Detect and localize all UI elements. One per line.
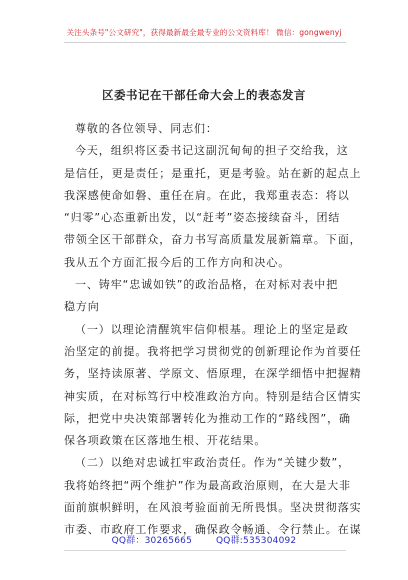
- footer-qq-primary: QQ群：30265665: [111, 536, 193, 546]
- body-line: 我深感使命如磐、重任在肩。在此，我郑重表态：将以: [64, 188, 350, 202]
- body-line: 今天，组织将区委书记这副沉甸甸的担子交给我，这: [75, 144, 349, 158]
- body-line: “归零”心态重新出发，以“赶考”姿态接续奋斗，团结: [64, 211, 341, 225]
- body-line: 面前旗帜鲜明，在风浪考验面前无所畏惧。坚决贯彻落实: [64, 501, 362, 515]
- body-line: （二）以绝对忠诚扛牢政治责任。作为“关键少数”，: [75, 456, 350, 470]
- header-notice: 关注头条号"公文研究"，获得最新最全最专业的公文资料库！ 微信：gongwenyj: [66, 28, 342, 37]
- body-line: 我将始终把“两个维护”作为最高政治原则，在大是大非: [64, 478, 351, 492]
- footer-qq-secondary: QQ群:535304092: [216, 536, 297, 546]
- header-divider: [64, 42, 346, 43]
- body-line: 神实质，在对标笃行中校准政治方向。特别是结合区情实: [64, 389, 362, 403]
- body-line: 是信任，更是责任；是重托，更是考验。站在新的起点上: [64, 166, 362, 180]
- body-line: 际，把党中央决策部署转化为推动工作的“路线图”，确: [64, 411, 351, 425]
- body-line: 务，坚持读原著、学原文、悟原理，在深学细悟中把握精: [64, 367, 362, 381]
- section-heading: 一、铸牢“忠诚如铁”的政治品格，在对标对表中把: [75, 278, 339, 292]
- body-line: 带领全区干部群众，奋力书写高质量发展新篇章。下面，: [64, 233, 362, 247]
- document-body: [64, 118, 362, 542]
- footer-contact: [0, 533, 408, 546]
- body-line: 保各项政策在区落地生根、开花结果。: [64, 434, 267, 448]
- body-line: 我从五个方面汇报今后的工作方向和决心。: [64, 255, 291, 269]
- body-line: 治坚定的前提。我将把学习贯彻党的创新理论作为首要任: [64, 344, 362, 358]
- body-line: （一）以理论清醒筑牢信仰根基。理论上的坚定是政: [75, 322, 349, 336]
- section-heading: 稳方向: [64, 300, 100, 314]
- body-line: 市委、市政府工作要求，确保政令畅通、令行禁止。在谋: [64, 523, 362, 537]
- footer-divider: [64, 550, 346, 551]
- body-line: 尊敬的各位领导、同志们：: [75, 122, 218, 135]
- document-title: 区委书记在干部任命大会上的表态发言: [102, 88, 306, 102]
